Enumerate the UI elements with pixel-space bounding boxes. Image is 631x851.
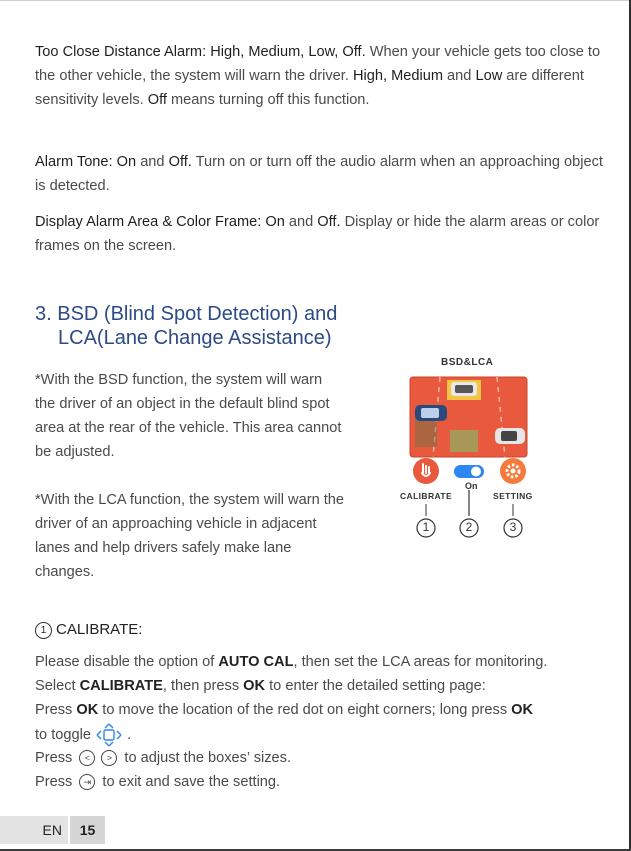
calibrate-heading — [35, 619, 142, 641]
alarm-tone-paragraph — [35, 150, 605, 198]
section-heading-line2: LCA(Lane Change Assistance) — [58, 327, 332, 349]
bsd-description: *With the BSD function, the system will warn the driver of an object in the default blind spot area at the rear of the vehicle. This area cannot be adjusted. — [35, 372, 342, 460]
alarm-text-3: are different sensitivity levels. — [35, 68, 584, 108]
calibrate-l4a: to toggle — [35, 726, 91, 743]
display-alarm-paragraph — [35, 210, 605, 258]
calibrate-l1a: Please disable the option of — [35, 654, 219, 670]
calibrate-l5b: to adjust the boxes’ sizes. — [120, 750, 291, 766]
calibrate-line-1 — [35, 650, 605, 674]
display-key: Display Alarm Area & Color Frame: — [35, 214, 262, 230]
display-off: Off. — [317, 214, 341, 230]
tone-key: Alarm Tone: — [35, 154, 113, 170]
calibrate-l3a: Press — [35, 702, 77, 718]
calibrate-heading-text: CALIBRATE: — [56, 621, 143, 638]
calibrate-l6b: to exit and save the setting. — [98, 774, 281, 790]
callout-3: 3 — [509, 520, 517, 534]
calibrate-line-4 — [35, 722, 605, 748]
move-toggle-icon — [95, 722, 123, 748]
calibrate-line-2 — [35, 674, 605, 698]
setting-label: SETTING — [493, 491, 533, 501]
alarm-high-medium: High, Medium — [352, 68, 443, 84]
tone-text-2: Turn on or turn off the audio alarm when an approaching object is detected. — [35, 154, 603, 194]
camera-screen — [410, 377, 527, 457]
calibrate-line-5 — [35, 746, 605, 770]
alarm-text-1: When your vehicle gets too close to the other vehicle, the system will warn the driver. — [35, 44, 601, 84]
calibrate-line-3 — [35, 698, 605, 722]
alarm-key: Too Close Distance Alarm: — [35, 44, 207, 60]
calibrate-l6a: Press — [35, 774, 73, 790]
section-heading — [35, 302, 337, 350]
language-label: EN — [42, 822, 62, 838]
calibrate-keyword: CALIBRATE — [79, 678, 163, 694]
section-heading-line1: 3. BSD (Blind Spot Detection) and — [35, 303, 338, 325]
calibrate-l4b: . — [123, 726, 132, 743]
tone-text-1: and — [136, 154, 169, 170]
calibrate-l1c: , then set the LCA areas for monitoring. — [293, 654, 548, 670]
alarm-options: High, Medium, Low, Off. — [210, 44, 366, 60]
exit-icon: ⇥ — [79, 774, 95, 790]
display-text-2: Display or hide the alarm areas or color frames on the screen. — [35, 214, 600, 254]
ok-key-label: OK — [511, 702, 534, 718]
alarm-low: Low — [475, 68, 503, 84]
right-arrow-icon: > — [101, 750, 117, 766]
ok-key-label: OK — [76, 702, 99, 718]
calibrate-l2d: to enter the detailed setting page: — [265, 678, 486, 694]
alarm-off: Off — [147, 92, 167, 108]
calibrate-l5a: Press — [35, 750, 73, 766]
alarm-text-4: means turning off this function. — [166, 92, 370, 108]
calibrate-l2a: Select — [35, 678, 80, 694]
too-close-alarm-paragraph — [35, 40, 605, 112]
tone-on: On — [116, 154, 137, 170]
tone-off: Off. — [168, 154, 192, 170]
page-number: 15 — [70, 816, 105, 844]
calibrate-l3b: to move the location of the red dot on eight corners; long press — [98, 702, 512, 718]
display-text-1: and — [284, 214, 318, 230]
lca-description: *With the LCA function, the system will warn the driver of an approaching vehicle in adjacent lanes and help drivers safely make lane changes. — [35, 492, 345, 580]
left-arrow-icon: < — [79, 750, 95, 766]
calibrate-line-6 — [35, 770, 605, 794]
toggle-state-label: On — [465, 481, 478, 491]
calibrate-number: 1 — [35, 622, 52, 639]
callout-1: 1 — [422, 520, 430, 534]
calibrate-label: CALIBRATE — [400, 491, 453, 501]
display-on: On — [265, 214, 285, 230]
auto-cal-label: AUTO CAL — [218, 654, 294, 670]
ok-key-label: OK — [243, 678, 266, 694]
callout-2: 2 — [465, 520, 473, 534]
alarm-text-2: and — [443, 68, 476, 84]
page-top-edge — [0, 0, 631, 1]
page-footer — [0, 816, 105, 844]
language-tag — [0, 816, 68, 844]
figure-title: BSD&LCA — [441, 357, 494, 368]
calibrate-l2c: , then press — [162, 678, 244, 694]
